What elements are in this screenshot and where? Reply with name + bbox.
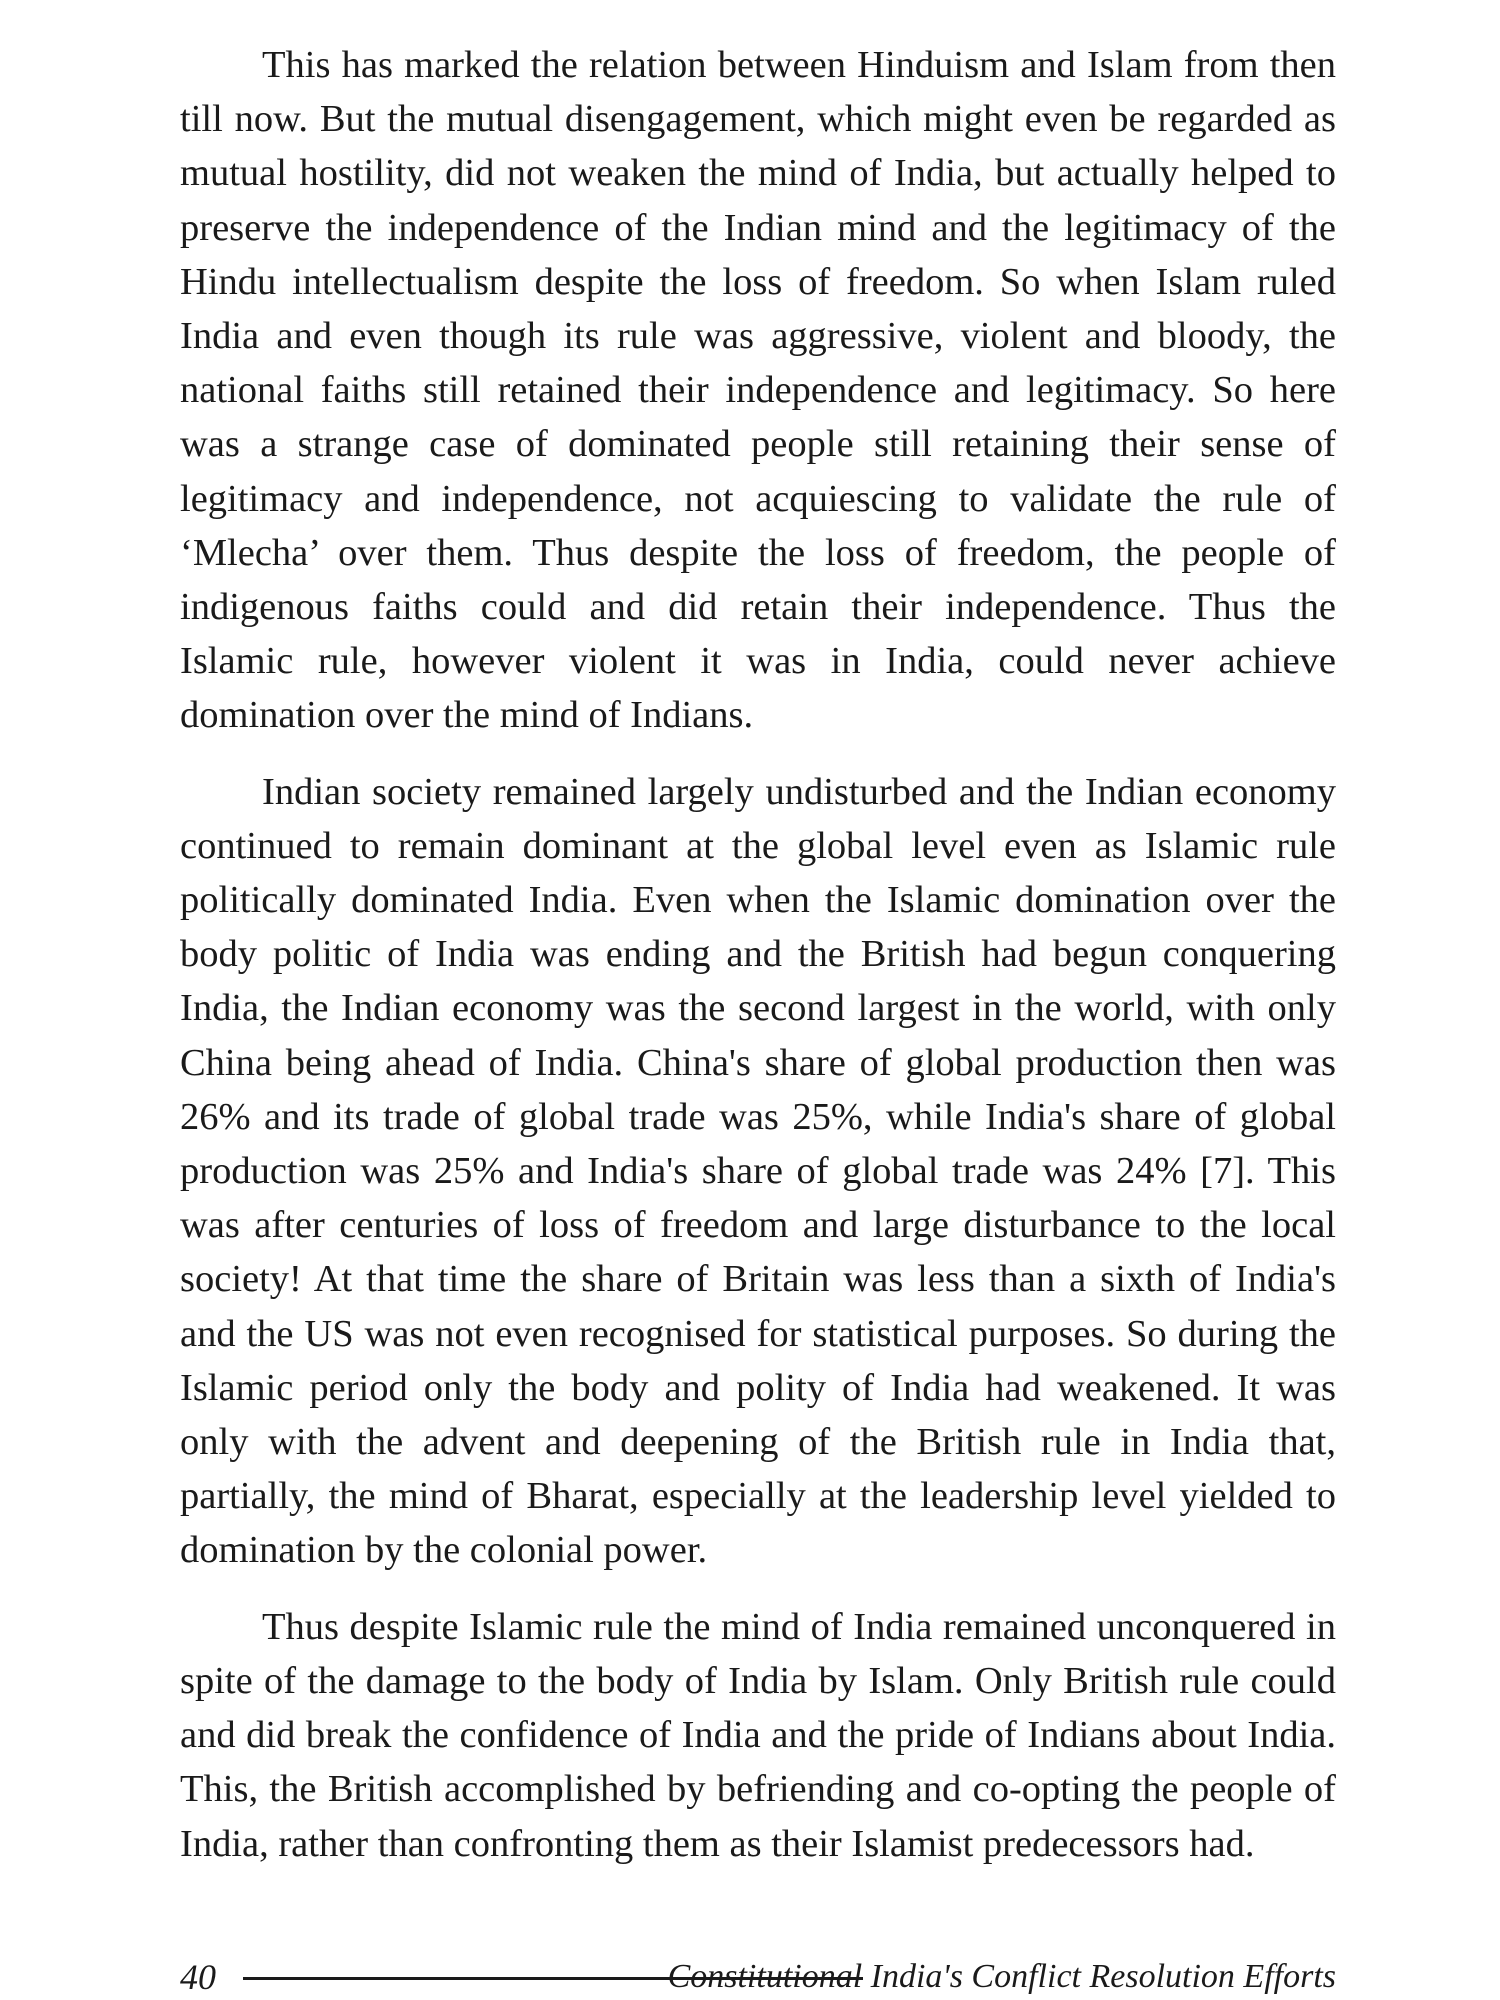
paragraph-2: Indian society remained largely undisturbed and the Indian economy continued to remain dominant at the global level even as Islamic rule politically dominated India. Even when the Islamic domination over the body politic of India was ending and the British had begun conquering India, the Indian economy was the second largest in the world, with only China being ahead of India. China's share of global production then was 26% and its trade of global trade was 25%, while India's share of global production was 25% and India's share of global trade was 24% [7]. This was after centuries of loss of freedom and large disturbance to the local society! At that time the share of Britain was less than a sixth of India's and the US was not even recognised for statistical purposes. So during the Islamic period only the body and polity of India had weakened. It was only with the advent and deepening of the British rule in India that, partially, the mind of Bharat, especially at the leadership level yielded to domination by the colonial power. xyxy=(180,770,1336,1572)
paragraph-1: This has marked the relation between Hinduism and Islam from then till now. But the mutual disengagement, which might even be regarded as mutual hostility, did not weaken the mind of India, but actually helped to preserve the independence of the Indian mind and the legitimacy of the Hindu intellectualism despite the loss of freedom. So when Islam ruled India and even though its rule was aggressive, violent and bloody, the national faiths still retained their independence and legitimacy. So here was a strange case of dominated people still retaining their sense of legitimacy and independence, not acquiescing to validate the rule of ‘Mlecha’ over them. Thus despite the loss of freedom, the people of indigenous faiths could and did retain their independence. Thus the Islamic rule, however violent it was in India, could never achieve domination over the mind of Indians. xyxy=(180,44,1336,737)
running-title: Constitutional India's Conflict Resolution Efforts xyxy=(667,1958,1336,1995)
body-text xyxy=(180,38,1336,1893)
page-number: 40 xyxy=(180,1957,216,1997)
paragraph-3: Thus despite Islamic rule the mind of India remained unconquered in spite of the damage to the body of India by Islam. Only British rule could and did break the confidence of India and the pride of Indians about India. This, the British accomplished by befriending and co-opting the people of India, rather than confronting them as their Islamist predecessors had. xyxy=(180,1605,1336,1865)
page-footer xyxy=(180,1955,1336,1999)
